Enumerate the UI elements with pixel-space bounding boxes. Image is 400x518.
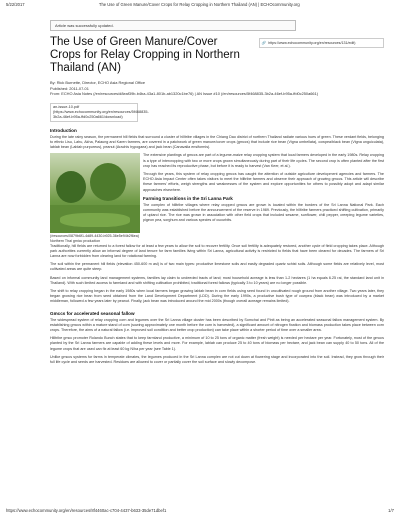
source-links[interactable]: From: ECHO Asia Notes (/en/resources/d8eaf39b-b4ba-43a1-801b-ab1320c1be76) | AN Issue #10 (/en/resources/5f468835-3b2a-46ef-b95a-ffd0c250a661) bbox=[50, 91, 319, 97]
intro-paragraph: During the late rainy season, the permanent hill fields that surround a cluster of hilltribe villages in the Chiang Dao district of northern Thailand radiate various hues of green. These verdant fields, belonging to ethnic Lisu, Lahu, Akha, Palaung and Karen farmers, are covered in a patchwork of green manure/cover crops (gmccs) that include rice bean (Vigna umbellata), cowpea/black bean (Vigna unguiculata), lablab bean (Lablab purpureus), peanut (Arachis hypogaea) and jack bean (Canavalia ensiformis). bbox=[50, 134, 384, 150]
paragraph: Hilltribe gmcc promoter Rolando Bunch states that to keep farmland productive, a minimum of 10 to 25 tons of organic matter (fresh weight) is needed per hectare per year. Fortunately, most of the gmccs planted by the Sri Lanna farmers are capable of adding these levels and more. For example, lablab can produce 25 to 40 tons of biomass per hectare, and jack bean can supply 40 to 50 tons. All of the legume crops that are used can fix at least 60 kg N/ha per year (see Table 1). bbox=[50, 336, 384, 351]
paragraph: The widespread system of relay cropping corn and legumes over the Sri Lanna village cluster has been described by Somchai and Pinit as being an accelerated seasonal fallow management system. By establishing gmccs within a mature stand of corn (sowing approximately one month before the corn is harvested), a significant amount of nitrogen fixation and biomass production takes place between corn crops. Therefore, the aims of a natural fallow (i.e. improved soil condition and better crop production) can take place within a shorter period of time over a smaller area. bbox=[50, 317, 384, 333]
print-page-title: The Use of Green Manure/Cover Crops for Relay Cropping in Northern Thailand (AN) | ECHOcommunity.org bbox=[98, 2, 300, 7]
paragraph: Traditionally, hill fields are returned to a forest fallow for at least a few years to allow the soil to recover fertility. Once soil fertility is adequately restored, another cycle of field cropping takes place. Although park authorities currently allow an informal degree of land tenure for farm families living within Sri Lanna, agricultural activity is restricted to fields that have been cleared for decades. The farmers of Sri Lanna are now forbidden from clearing land for rotational farming. bbox=[50, 243, 384, 258]
success-notice: Article was successfully updated. bbox=[50, 20, 296, 31]
article-meta bbox=[50, 80, 384, 97]
print-date: 5/22/2017 bbox=[6, 2, 25, 7]
text-column bbox=[143, 153, 384, 243]
paragraph: The extensive plantings of gmccs are part of a legume-maize relay cropping system that local farmers developed in the early 1980s. Relay cropping is a type of intercropping with two or more crops grown simultaneously during part of their life cycles. The second crop is often planted after the first crop has reached its reproductive phase, but before it is ready to harvest (Van Keer, et al.). bbox=[143, 153, 384, 168]
edit-link[interactable] bbox=[259, 38, 384, 48]
section-heading-gmccs: Gmccs for accelerated seasonal fallow bbox=[50, 310, 135, 316]
title-row bbox=[50, 36, 384, 75]
published-date: Published: 2011-07-01 bbox=[50, 85, 89, 91]
paragraph: The complex of hilltribe villages where relay cropped gmccs are grown is located within the borders of the Sri Lanna National Park. Each community was established before the announcement of the reserve in 1989. Previously, the hilltribe farmers practiced shifting cultivation, primarily of upland rice. The rice was grown in association with other field crops that included sesame, sunflower, chili pepper, creeping legume varieties, pigeon pea, sorghum and various species of cucurbits. bbox=[143, 202, 384, 223]
footer-url: https://www.echocommunity.org/en/resources/8f4460ac-c704-4437-b633-35de71dbef1 bbox=[6, 508, 167, 513]
paragraph: Based on informal community land management systems, families lay claim to undeeded tracts of land; most household acreage is less than 1-2 hectares (1 ha equals 6.25 rai, the standard land unit in Thailand). With such limited access to farmland and with shifting cultivation prohibited, traditional forest fallows (typically 3 to 10 years) are no longer possible. bbox=[50, 275, 384, 285]
article-title: The Use of Green Manure/Cover Crops for Relay Cropping in Northern Thailand (AN) bbox=[50, 36, 240, 74]
paragraph: The shift to relay cropping began in the early 1980s when local farmers began growing lablab bean in corn fields using seed found in uncultivated rough ground from another village. Two years later, they began growing rice bean from seed obtained from the Land Development Department (LDD). During the early 1990s, a productive bush type of cowpea (black bean) was introduced by a market middleman, followed a few years later by peanut. Finally, jack bean was introduced around the mid 2000s (though overall acreage remains limited). bbox=[50, 289, 384, 304]
page-number: 1/7 bbox=[388, 508, 394, 513]
field-photo bbox=[50, 153, 140, 233]
image-text-block bbox=[50, 153, 384, 243]
byline: By: Rick Burnette, Director, ECHO Asia Regional Office bbox=[50, 80, 146, 85]
photo-caption: (/resources/0879b6f1-4d89-4430-b925-36e5e94b2f6ea) Northern Thai gmicc production bbox=[50, 234, 139, 243]
print-header bbox=[6, 2, 394, 10]
print-footer bbox=[6, 508, 394, 516]
edit-url[interactable]: https://www.echocommunity.org/en/resources/131/edit) bbox=[268, 41, 356, 45]
figure bbox=[50, 153, 140, 243]
section-heading-intro: Introduction bbox=[50, 127, 77, 133]
section-heading-farming: Farming transitions in the Sri Lanna Park bbox=[143, 195, 233, 201]
pdf-download-link[interactable]: an-issue-10.pdf (https://www.echocommunity.org/en/resources/5f468835-3b2a-46ef-b95a-ffd0c250a661/download) bbox=[50, 103, 138, 122]
link-icon: 🔗 bbox=[261, 41, 267, 45]
page-content bbox=[50, 20, 384, 368]
paragraph: Unlike gmccs systems for farms in temperate climates, the legumes produced in the Sri Lanna complex are not cut down at flowering stage and incorporated into the soil. Instead, they grow through their full life cycle and seeds are harvested. Residues are allowed to cover or partially cover the soil surface and slowly decompose. bbox=[50, 354, 384, 365]
paragraph: Through the years, this system of relay cropping gmccs has caught the attention of outside agriculture development agencies and farmers. The ECHO Asia Impact Center often takes visitors to meet the hilltribe farmers and observe their approach of growing gmccs. This article will describe these farmers' efforts, weigh strengths and weaknesses of the system and explore opportunities for others to possibly adopt and adapt similar approaches elsewhere. bbox=[143, 172, 384, 192]
paragraph: The soil within the permanent hill fields (elevation 450-600 m asl) is of two main types: productive limestone soils and easily degraded quartz schist soils. Although some fields are relatively level, most cultivated areas are quite steep. bbox=[50, 262, 384, 272]
